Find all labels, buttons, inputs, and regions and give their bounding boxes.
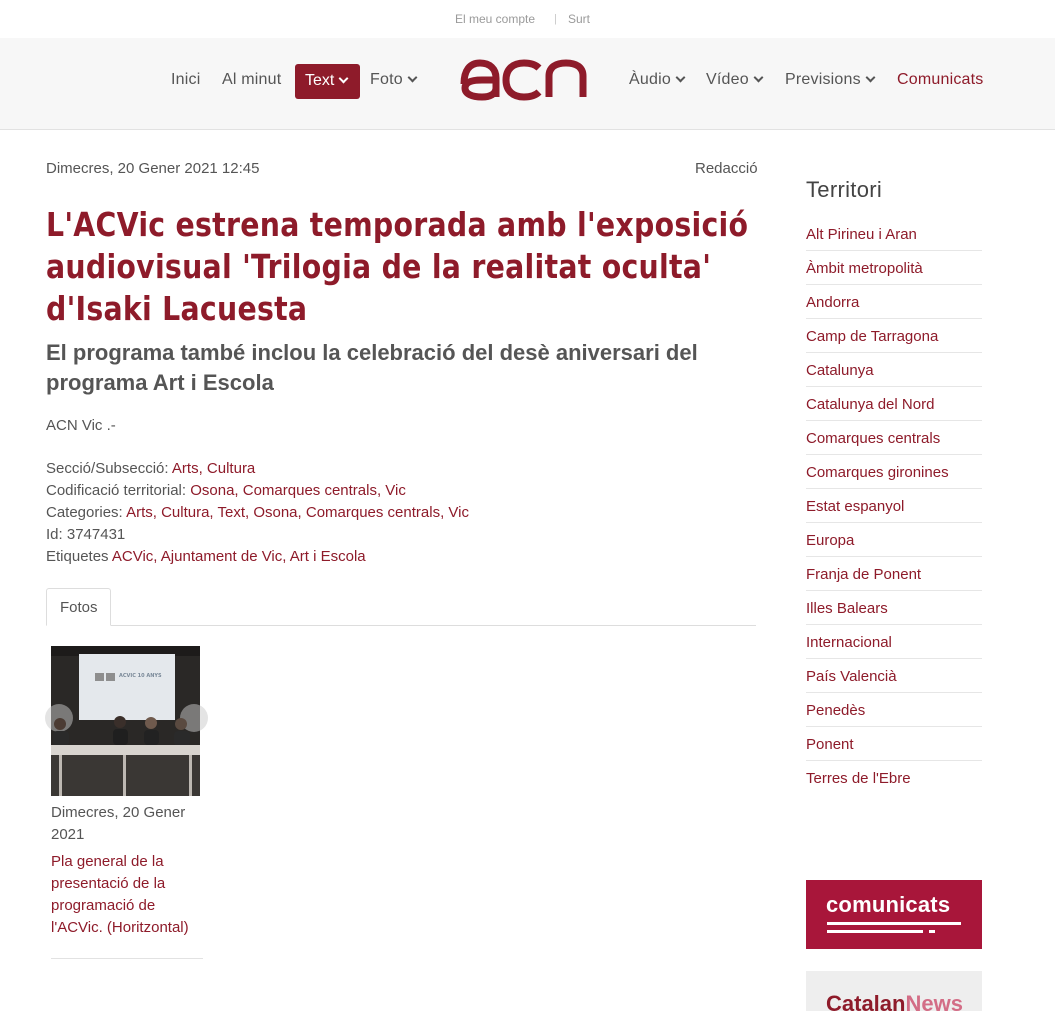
territory-item[interactable]: Penedès (806, 693, 982, 727)
top-utility-bar (0, 0, 1055, 38)
article-author: Redacció (695, 160, 758, 177)
fact-id (46, 524, 469, 546)
territory-item[interactable]: País Valencià (806, 659, 982, 693)
sidebar-title: Territori (806, 177, 883, 202)
territory-item[interactable]: Estat espanyol (806, 489, 982, 523)
territory-item[interactable]: Andorra (806, 285, 982, 319)
divider (51, 958, 203, 959)
nav-item-label: Al minut (222, 71, 282, 88)
territory-item[interactable]: Alt Pirineu i Aran (806, 217, 982, 251)
chevron-down-icon (407, 73, 417, 83)
territory-item[interactable]: Ponent (806, 727, 982, 761)
nav-item-audio[interactable] (629, 71, 684, 89)
my-account-link[interactable]: El meu compte (455, 12, 536, 26)
nav-item-label: Vídeo (706, 71, 749, 88)
article-byline: ACN Vic .- (46, 417, 116, 434)
fact-territorial (46, 480, 469, 502)
banner-text (826, 991, 963, 1017)
nav-item-comunicats[interactable] (897, 71, 983, 89)
fact-section (46, 458, 469, 480)
nav-item-previsions[interactable] (785, 71, 874, 89)
territorial-links[interactable]: Osona, Comarques centrals, Vic (190, 482, 406, 499)
territory-item[interactable]: Comarques gironines (806, 455, 982, 489)
photo-date: Dimecres, 20 Gener 2021 (51, 804, 186, 843)
nav-item-label: Àudio (629, 71, 671, 88)
territory-item[interactable]: Àmbit metropolità (806, 251, 982, 285)
nav-item-al-minut[interactable] (222, 71, 281, 89)
fact-label: Codificació territorial: (46, 482, 187, 499)
nav-item-label: Inici (171, 71, 201, 88)
nav-item-label: Comunicats (897, 71, 984, 88)
article-id: 3747431 (66, 526, 126, 543)
photo-caption-link[interactable]: Pla general de la presentació de la programació de l'ACVic. (Horitzontal) (51, 853, 189, 936)
chevron-down-icon (339, 74, 349, 84)
article-facts (46, 458, 469, 568)
territory-item[interactable]: Catalunya del Nord (806, 387, 982, 421)
utility-separator: | (554, 13, 557, 25)
banner-line (827, 922, 961, 925)
banner-line (827, 930, 923, 933)
comunicats-banner[interactable] (806, 880, 982, 949)
territory-item[interactable]: Illes Balears (806, 591, 982, 625)
territory-item[interactable]: Catalunya (806, 353, 982, 387)
category-links[interactable]: Arts, Cultura, Text, Osona, Comarques centrals, Vic (126, 504, 469, 521)
nav-item-inici[interactable] (171, 71, 200, 89)
territory-item[interactable]: Internacional (806, 625, 982, 659)
fact-label: Etiquetes (46, 548, 109, 565)
nav-item-text[interactable] (295, 64, 360, 99)
fact-label: Categories: (46, 504, 123, 521)
territory-item[interactable]: Terres de l'Ebre (806, 770, 911, 787)
fact-categories (46, 502, 469, 524)
nav-item-label: Foto (370, 71, 403, 88)
photo-thumbnail[interactable] (51, 646, 200, 796)
catalan-news-banner[interactable] (806, 971, 982, 1016)
territory-list (806, 217, 982, 795)
banner-word: News (905, 991, 963, 1016)
nav-item-foto[interactable] (370, 71, 416, 89)
main-navbar (0, 38, 1055, 130)
article-subheadline: El programa també inclou la celebració del desè aniversari del programa Art i Escola (46, 340, 698, 395)
section-links[interactable]: Arts, Cultura (171, 460, 256, 477)
nav-item-label: Previsions (785, 71, 861, 88)
territory-item[interactable]: Camp de Tarragona (806, 319, 982, 353)
nav-item-video[interactable] (706, 71, 762, 89)
fact-label: Id: (46, 526, 63, 543)
media-tabs (46, 588, 756, 626)
fact-label: Secció/Subsecció: (46, 460, 169, 477)
article-date: Dimecres, 20 Gener 2021 12:45 (46, 160, 260, 177)
banner-word: Catalan (826, 991, 906, 1016)
logout-link[interactable]: Surt (568, 12, 591, 26)
tab-fotos[interactable]: Fotos (46, 588, 111, 626)
banner-line (929, 930, 935, 933)
article-headline: L'ACVic estrena temporada amb l'exposició audiovisual 'Trilogia de la realitat oculta' d'Isaki Lacuesta (46, 205, 749, 328)
fact-tags (46, 546, 469, 568)
acn-logo[interactable] (460, 54, 588, 100)
screen-text: ACVIC 10 ANYS (119, 673, 162, 679)
territory-item[interactable]: Comarques centrals (806, 421, 982, 455)
chevron-down-icon (865, 73, 875, 83)
territory-item[interactable]: Europa (806, 523, 982, 557)
territory-item[interactable]: Franja de Ponent (806, 557, 982, 591)
banner-text: comunicats (826, 892, 951, 917)
nav-item-label: Text (305, 72, 335, 89)
chevron-down-icon (753, 73, 763, 83)
tag-links[interactable]: ACVic, Ajuntament de Vic, Art i Escola (111, 548, 366, 565)
chevron-down-icon (675, 73, 685, 83)
